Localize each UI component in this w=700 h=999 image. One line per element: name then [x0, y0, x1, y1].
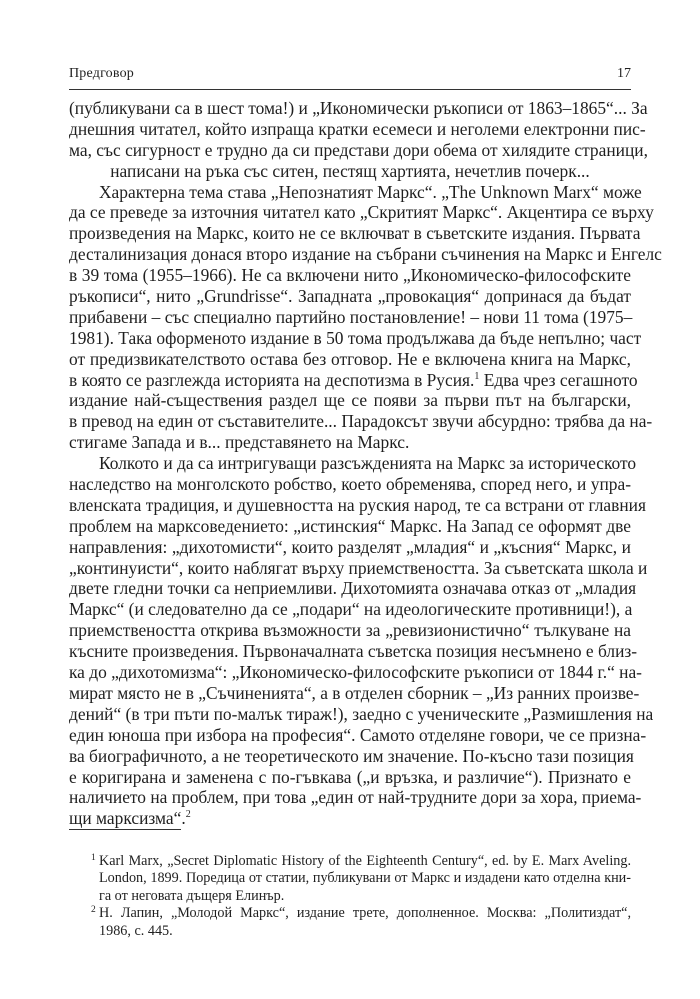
- text-line: дений“ (в три пъти по-малък тираж!), заедно с ученическите „Размишления на: [69, 703, 654, 724]
- text-line: в превод на един от съставителите... Парадоксът звучи абсурдно: трябва да на-: [69, 411, 653, 432]
- text-line: проблем на марксоведението: „истинския“ Маркс. На Запад се оформят две: [69, 515, 631, 536]
- footnote: [69, 853, 631, 905]
- footnote-line: London, 1899. Поредица от статии, публикувани от Маркс и издадени като отделна кни-: [99, 870, 631, 887]
- text-line: направления: „дихотомисти“, които разделят „младия“ и „късния“ Маркс, и: [69, 536, 631, 557]
- text-line: вленската традиция, и душевността на руския народ, те са встрани от главния: [69, 494, 646, 515]
- text-line: ма, със сигурност е трудно да си представи дори обема от хилядите страници,: [69, 139, 648, 160]
- footnotes: [69, 853, 631, 940]
- footnote-number: 1: [91, 853, 96, 863]
- text-line: Маркс“ (и следователно да се „подари“ на идеологическите противници!), а: [69, 599, 633, 620]
- text-line: да се преведе за източния читател като „Скритият Маркс“. Акцентира се върху: [69, 202, 654, 223]
- paragraph: [69, 98, 648, 182]
- text-line: от предизвикателството остава без отговор. Не е включена книга на Маркс,: [69, 348, 631, 369]
- footnote-number: 2: [91, 905, 96, 916]
- text-line: щи марксизма“.$^2$: [69, 808, 191, 829]
- footnote-ref: 1: [474, 370, 480, 382]
- footnote-rule: [69, 829, 181, 830]
- running-head: [69, 66, 631, 88]
- text-line: „континуисти“, които наблягат върху приемствеността. За съветската школа и: [69, 557, 648, 578]
- text-line: стигаме Запада и в... представянето на Маркс.: [69, 432, 410, 453]
- footnote-ref: 2: [185, 809, 191, 821]
- paragraph: [69, 453, 654, 829]
- footnote-line: 1986, с. 445.: [99, 922, 173, 939]
- text-line: двете гледни точки са неприемливи. Дихотомията означава отказ от „младия: [69, 578, 637, 599]
- text-line: прибавени – със специално партийно постановление! – нови 11 тома (1975–: [69, 306, 633, 327]
- text-line: Характерна тема става „Непознатият Маркс“. „The Unknown Marx“ може: [99, 181, 642, 202]
- text-line: мират място не в „Съчиненията“, а в отделен сборник – „Из ранних произве-: [69, 682, 640, 703]
- text-line: издание най-съществения раздел ще се появи за първи път на български,: [69, 390, 631, 411]
- text-line: е коригирана и заменена с по-гъвкава („и връзка, и различие“). Признато е: [69, 766, 631, 787]
- text-line: късните произведения. Първоначалната съветска позиция несъмнено е близ-: [69, 641, 638, 662]
- text-line: ръкописи“, нито „Grundrisse“. Западната „провокация“ допринася да бъдат: [69, 286, 631, 307]
- text-line: ка до „дихотомизма“: „Икономическо-философските ръкописи от 1844 г.“ на-: [69, 662, 642, 683]
- text-line: днешния читател, който изпраща кратки есемеси и неголеми електронни пис-: [69, 118, 646, 139]
- text-line: 1981). Така оформеното издание в 50 тома продължава да бъде непълно; част: [69, 327, 642, 348]
- header-rule: [69, 89, 631, 90]
- text-line: в която се разглежда историята на деспотизма в Русия.$^1$ Едва чрез сегашното: [69, 369, 638, 390]
- text-line: наличието на проблем, при това „един от най-трудните дори за хора, приема-: [69, 787, 642, 808]
- footnote-line: Н. Лапин, „Молодой Маркс“, издание трете, дополненное. Москва: „Политиздат“,: [99, 905, 631, 922]
- text-line: един юноша при избора на професия“. Самото отделяне говори, че се призна-: [69, 724, 647, 745]
- footnote-line: Karl Marx, „Secret Diplomatic History of the Eighteenth Century“, ed. by E. Marx Aveling.: [99, 853, 631, 869]
- main-text: [69, 98, 662, 829]
- footnote: [69, 905, 631, 940]
- text-line: в 39 тома (1955–1966). Не са включени нито „Икономическо-философските: [69, 265, 631, 286]
- text-line: произведения на Маркс, които не се включват в съветските издания. Първата: [69, 223, 641, 244]
- paragraph: [69, 181, 662, 454]
- text-line: приемствеността открива възможности за „ревизионистично“ тълкуване на: [69, 620, 631, 641]
- section-title: Предговор: [69, 66, 134, 81]
- page-number: 17: [617, 66, 631, 81]
- text-line: Колкото и да са интригуващи разсъжденията на Маркс за историческото: [99, 453, 637, 474]
- footnote-line: га от неговата дъщеря Елинър.: [99, 887, 285, 904]
- text-line: ва биографичното, а не теоретическото им значение. По-късно тази позиция: [69, 745, 634, 766]
- text-line: (публикувани са в шест тома!) и „Икономически ръкописи от 1863–1865“... За: [69, 98, 648, 118]
- text-line: десталинизация донася второ издание на събрани съчинения на Маркс и Енгелс: [69, 244, 662, 265]
- text-line: написани на ръка със ситен, пестящ хартията, нечетлив почерк...: [110, 160, 590, 181]
- text-line: наследство на монголското робство, което обременява, според него, и упра-: [69, 474, 631, 495]
